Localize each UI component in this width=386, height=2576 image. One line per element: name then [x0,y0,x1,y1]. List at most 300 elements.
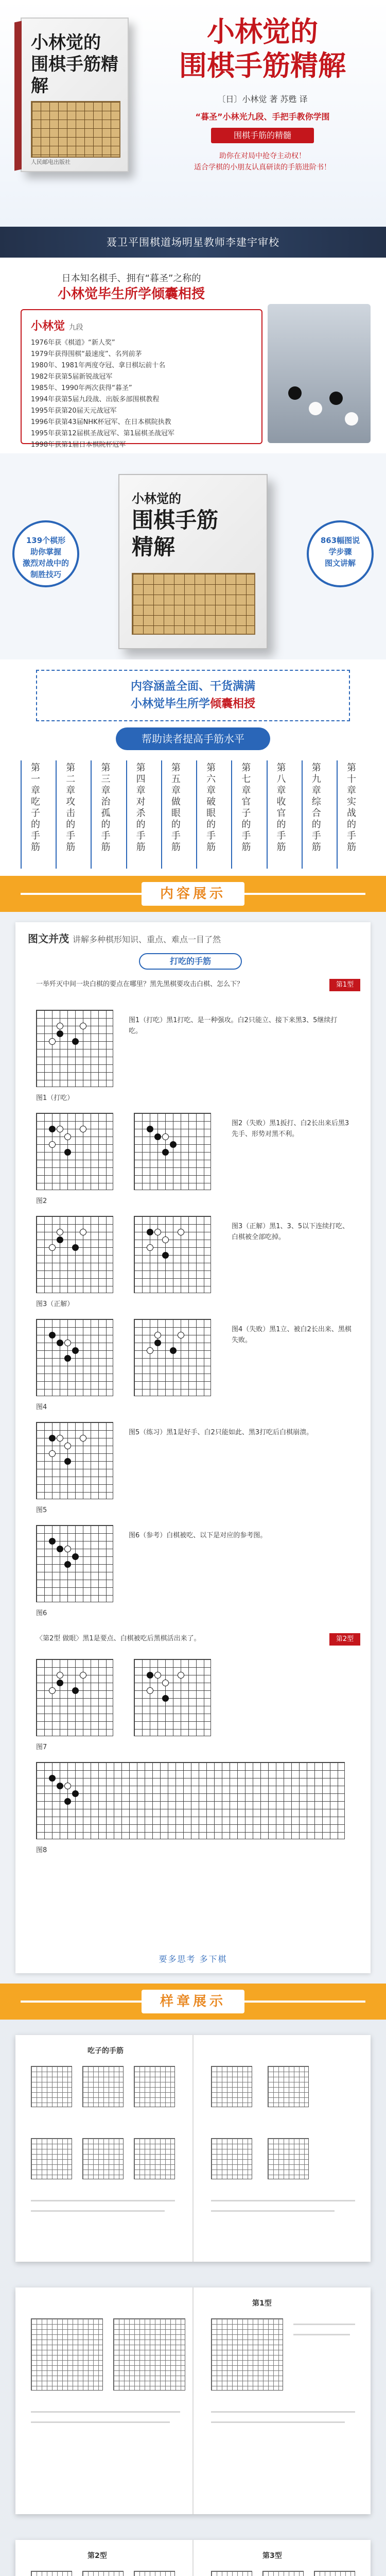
bio-line: 1985年、1990年两次获得“暮圣” [31,384,132,392]
sample-page-title: 第3型 [262,2552,282,2560]
author-bio-box [21,309,262,449]
chapter-char: 筋 [171,842,181,853]
black-stone-icon [64,1561,71,1568]
go-diagram [31,2571,72,2576]
white-stone-icon [57,1023,63,1029]
hero-title [154,14,371,82]
chapter-char: 的 [206,819,216,830]
chapter-char: 对 [136,796,146,807]
chapter-char: 一 [31,774,40,785]
black-stone-icon [49,1332,56,1338]
chapter-column [21,760,49,869]
text-line [211,2421,345,2423]
white-stone-icon [64,1340,71,1346]
chapter-column [337,760,365,869]
chapter-char: 二 [66,774,76,785]
white-stone-icon [178,1332,184,1338]
black-stone-icon [49,1126,56,1132]
author-intro-line1: 日本知名棋手、拥有“暮圣”之称的 [61,273,201,284]
chapter-char: 六 [206,774,216,785]
text-line [211,2411,355,2413]
feature-circle-right [307,520,374,587]
white-stone-icon [154,1229,161,1235]
white-stone-icon [154,1672,161,1679]
black-stone-icon [57,1783,63,1789]
black-stone-icon [49,1775,56,1782]
go-diagram [36,1422,113,1499]
white-stone-icon [80,1435,86,1442]
hero-desc-line2: 适合学棋的小朋友认真研读的手筋进阶书！ [194,163,331,172]
feature-text: 激烈对战中的 [22,558,69,568]
chapter-char: 十 [346,774,356,785]
bio-line: 1998年获第1届日本棋院杯冠军 [31,441,126,449]
go-diagram [134,2138,175,2179]
chapter-char: 眼 [206,808,216,819]
chapter-char: 第 [311,762,321,773]
black-stone-icon [72,1790,79,1797]
go-diagram [36,1659,113,1736]
page-gutter [192,2540,194,2576]
white-stone-icon [80,1229,86,1235]
author-name-text: 小林觉 [31,320,65,333]
chapter-char: 手 [66,831,76,841]
black-stone-icon [72,1244,79,1251]
intro-line2-highlight: 倾囊相授 [210,698,256,710]
chapter-column [56,760,84,869]
content-paragraph: 图2（失败）黑1扳打、白2长出来后黑3先手、形势对黑不利。 [232,1120,349,1138]
feature-text: 863幅图说 [320,536,360,545]
chapter-char: 四 [136,774,146,785]
chapter-char: 做 [171,796,181,807]
chapter-char: 综 [311,796,321,807]
section-header-title: 样章展示 [142,1990,244,2013]
chapter-char: 八 [276,774,286,785]
go-diagram [134,1659,211,1736]
chapter-char: 三 [101,774,111,785]
black-stone-icon [72,1038,79,1045]
go-diagram [36,1216,113,1293]
text-line [31,2200,175,2201]
chapter-char: 吃 [31,796,40,807]
white-stone-icon [49,1450,56,1457]
go-board-illustration [31,101,120,158]
author-intro-highlight: 小林觉毕生所学倾囊相授 [57,286,205,302]
white-stone-icon [162,1133,169,1140]
chapter-char: 章 [206,785,216,796]
chapter-char: 章 [101,785,111,796]
chapter-char: 筋 [346,842,356,853]
bio-line: 1976年获《棋道》“新人奖” [31,339,115,347]
white-stone-icon [162,1680,169,1686]
white-stone-icon [57,1126,63,1132]
black-stone-icon [72,1347,79,1354]
intro-line2 [37,696,349,713]
black-stone-icon [57,1236,63,1243]
chapter-char: 的 [311,819,321,830]
bio-line: 1995年获第20届天元战冠军 [31,407,117,415]
go-diagram [31,2066,72,2107]
chapter-char: 筋 [31,842,40,853]
bio-line: 1980年、1981年两度夺冠、拿日棋坛前十名 [31,362,166,369]
chapter-column [302,760,330,869]
black-stone-icon [72,1687,79,1694]
white-stone-icon [49,1687,56,1694]
go-diagram [314,2571,355,2576]
white-stone-icon [57,1435,63,1442]
go-diagram [134,1216,211,1293]
chapter-char: 章 [31,785,40,796]
hero-authors: 〔日〕小林觉 著 苏甦 译 [217,94,308,104]
black-stone-icon [57,1680,63,1686]
white-stone-icon [147,1687,153,1694]
chapter-char: 眼 [171,808,181,819]
chapter-char: 筋 [206,842,216,853]
chapter-columns [21,760,365,869]
go-diagram [36,1319,113,1396]
go-diagram [262,2571,304,2576]
chapter-char: 七 [241,774,251,785]
chapter-char: 第 [136,762,146,773]
chapter-char: 杀 [136,808,146,819]
white-stone-icon [64,1443,71,1449]
white-stone-icon [154,1332,161,1338]
text-line [211,2210,335,2212]
black-stone-icon [154,1133,161,1140]
chapter-char: 手 [346,831,356,841]
chapter-char: 官 [241,796,251,807]
page-gutter [192,2287,194,2514]
chapter-char: 第 [31,762,40,773]
go-diagram [211,2571,252,2576]
chapter-char: 筋 [241,842,251,853]
hero-section [0,0,386,227]
diagram-label: 图5 [36,1506,47,1514]
feature-circle-left [12,520,79,587]
black-stone-icon [64,1798,71,1805]
bio-line: 1982年获第5届新锐战冠军 [31,373,113,381]
sample-page-title: 第2型 [87,2552,107,2560]
book-spine [14,21,22,171]
go-diagram [211,2138,252,2179]
page-gutter [192,2035,194,2262]
intro-line1: 内容涵盖全面、干货满满 [130,680,255,693]
author-section [0,258,386,453]
chapter-char: 第 [206,762,216,773]
intro-line2-prefix: 小林觉毕生所学 [130,698,210,710]
hero-description [154,150,371,173]
chapter-char: 手 [276,831,286,841]
chapter-char: 第 [346,762,356,773]
go-diagram [113,2318,185,2391]
sample-page-title: 吃子的手筋 [87,2047,124,2055]
content-page [15,922,371,1973]
chapter-char: 的 [171,819,181,830]
diagram-label: 图7 [36,1743,47,1751]
chapter-char: 子 [241,808,251,819]
chapter-pill: 打吃的手筋 [139,953,242,970]
white-stone-icon [64,1783,71,1789]
black-stone-icon [170,1141,177,1148]
go-diagram [134,2066,175,2107]
white-stone-icon [309,402,322,415]
black-stone-icon [147,1229,153,1235]
content-paragraph: 图1（打吃）黑1打吃、是一种强攻。白2只能立、接下来黑3、5继续打吃。 [129,1016,338,1035]
chapter-char: 的 [241,819,251,830]
chapter-column [91,760,119,869]
sample-spread [15,2035,371,2262]
chapter-char: 手 [31,831,40,841]
chapter-char: 章 [311,785,321,796]
go-diagram [36,1113,113,1190]
diagram-label: 图3（正解） [36,1300,74,1308]
book-cover-title [31,32,118,97]
feature-text: 学步骤 [328,547,352,556]
black-stone-icon [154,1340,161,1346]
section-header-samples [0,1984,386,2020]
content-heading-bold: 图文并茂 [28,933,69,945]
go-diagram [268,2066,309,2107]
sample-page-title: 第1型 [252,2299,272,2308]
chapter-char: 手 [136,831,146,841]
go-diagram [36,1525,113,1602]
book-cover-title-line2: 围棋手筋精解 [31,54,118,96]
content-paragraph: 图5（练习）黑1是好手、白2只能如此、黑3打吃后白棋崩溃。 [129,1429,313,1436]
book-title-line: 精解 [132,534,176,560]
chapter-char: 的 [101,819,111,830]
go-diagram [82,2138,124,2179]
chapter-char: 的 [66,819,76,830]
bio-line: 1994年获第5届九段战、出版多部围棋教程 [31,396,160,403]
book-title-line: 小林觉的 [132,491,181,506]
book-cover-image [118,474,268,649]
hero-title-line2: 围棋手筋精解 [179,49,346,82]
chapter-char: 章 [346,785,356,796]
chapter-column [231,760,260,869]
black-stone-icon [72,1553,79,1560]
diagram-label: 图2 [36,1197,47,1205]
black-stone-icon [288,386,302,400]
white-stone-icon [64,1133,71,1140]
black-stone-icon [147,1126,153,1132]
chapter-char: 五 [171,774,181,785]
feature-text: 139个棋形 [26,536,66,545]
chapter-char: 章 [66,785,76,796]
content-paragraph: 图3（正解）黑1、3、5以下连续打吃、白棋被全部吃掉。 [232,1223,349,1241]
white-stone-icon [64,1546,71,1552]
white-stone-icon [57,1672,63,1679]
go-stones-photo [268,304,371,443]
chapter-char: 筋 [276,842,286,853]
chapter-char: 子 [31,808,40,819]
go-diagram [211,2066,252,2107]
chapter-column [267,760,295,869]
section-header-content [0,876,386,912]
hero-slogan: “暮圣”小林光九段、手把手教你学围 [195,112,330,122]
chapter-char: 战 [346,808,356,819]
diagram-label: 图4 [36,1403,47,1411]
diagram-label: 图6 [36,1609,47,1617]
content-paragraph: 〈第2型 做眼〉黑1是要点、白棋被吃后黑棋活出来了。 [36,1635,201,1642]
chapter-char: 实 [346,796,356,807]
author-name [31,317,252,333]
chapter-char: 第 [241,762,251,773]
text-line [293,2324,355,2325]
problem-tag: 第2型 [329,1633,360,1646]
chapter-char: 的 [276,819,286,830]
chapter-char: 手 [206,831,216,841]
white-stone-icon [345,412,358,426]
black-stone-icon [64,1149,71,1156]
diagram-label: 图1（打吃） [36,1094,74,1102]
go-diagram [82,2571,124,2576]
chapter-char: 筋 [311,842,321,853]
chapter-char: 筋 [66,842,76,853]
author-bio-list [31,337,252,451]
chapter-char: 攻 [66,796,76,807]
white-stone-icon [49,1038,56,1045]
hero-tag-badge: 围棋手筋的精髓 [211,128,314,143]
go-diagram [82,2066,124,2107]
go-diagram [36,1010,113,1087]
feature-text: 制胜技巧 [30,570,61,579]
go-diagram [31,2138,72,2179]
black-stone-icon [57,1340,63,1346]
white-stone-icon [162,1236,169,1243]
sample-pages-section [0,2020,386,2576]
black-stone-icon [64,1458,71,1465]
black-stone-icon [329,392,343,405]
black-stone-icon [162,1252,169,1259]
chapter-char: 击 [66,808,76,819]
chapter-char: 收 [276,796,286,807]
chapter-column [161,760,190,869]
text-line [211,2200,355,2201]
chapter-char: 的 [346,819,356,830]
white-stone-icon [178,1229,184,1235]
section-header-title: 内容展示 [142,882,244,906]
content-sample-section [0,912,386,1984]
intro-frame [36,670,350,721]
feature-text: 图文讲解 [324,558,356,568]
content-heading [28,930,221,945]
chapter-column [126,760,155,869]
book-cover-image [21,18,129,172]
white-stone-icon [80,1126,86,1132]
chapter-char: 九 [311,774,321,785]
text-line [31,2411,180,2413]
chapter-char: 筋 [136,842,146,853]
black-stone-icon [57,1030,63,1037]
chapter-char: 章 [241,785,251,796]
bio-line: 1979年获得围棋“最速度”、名列前茅 [31,350,142,358]
chapter-char: 第 [171,762,181,773]
chapter-char: 手 [241,831,251,841]
chapter-char: 第 [66,762,76,773]
chapter-char: 合 [311,808,321,819]
chapter-column [196,760,225,869]
content-motto: 要多思考 多下棋 [159,1954,227,1964]
content-paragraph: 图4（失败）黑1立、被白2长出来、黑棋失败。 [232,1326,352,1344]
white-stone-icon [80,1672,86,1679]
chapter-char: 手 [101,831,111,841]
intro-banner-button: 帮助读者提高手筋水平 [116,727,270,750]
white-stone-icon [80,1023,86,1029]
diagram-label: 图8 [36,1846,47,1854]
chapter-char: 官 [276,808,286,819]
book-cover-title [132,490,218,561]
chapter-char: 第 [276,762,286,773]
book-cover-title-line1: 小林觉的 [31,32,101,53]
reviewer-ribbon: 聂卫平围棋道场明星教师李建宇审校 [0,227,386,258]
chapter-char: 的 [31,819,40,830]
go-diagram [31,2318,103,2391]
go-diagram [134,1113,211,1190]
black-stone-icon [49,1435,56,1442]
go-diagram [134,2571,175,2576]
go-diagram [268,2138,309,2179]
chapter-char: 孤 [101,808,111,819]
white-stone-icon [49,1141,56,1148]
sample-spread [15,2287,371,2514]
black-stone-icon [170,1347,177,1354]
chapter-char: 的 [136,819,146,830]
chapter-char: 章 [276,785,286,796]
bio-line: 1996年获第43届NHK杯冠军、在日本棋院执教 [31,418,171,426]
go-diagram [211,2318,283,2391]
content-paragraph: 一举歼灭中间一块白棋的要点在哪里？黑先黑棋要攻击白棋、怎么下？ [36,980,244,988]
white-stone-icon [49,1244,56,1251]
white-stone-icon [147,1244,153,1251]
text-line [31,2421,170,2423]
chapter-char: 章 [171,785,181,796]
go-board-illustration [132,573,255,635]
problem-tag: 第1型 [329,979,360,991]
black-stone-icon [49,1538,56,1545]
chapter-char: 章 [136,785,146,796]
chapter-char: 手 [171,831,181,841]
chapter-char: 治 [101,796,111,807]
white-stone-icon [178,1672,184,1679]
text-line [31,2210,165,2212]
book-title-line: 围棋手筋 [132,507,219,533]
hero-desc-line1: 助你在对局中抢夺主动权！ [219,152,306,160]
chapter-char: 筋 [101,842,111,853]
black-stone-icon [162,1149,169,1156]
text-line [293,2334,350,2335]
white-stone-icon [57,1229,63,1235]
feature-text: 助你掌握 [30,547,61,556]
chapter-char: 手 [311,831,321,841]
white-stone-icon [147,1347,153,1354]
content-heading-rest: 讲解多种棋形知识、重点、难点一目了然 [72,935,221,944]
book-feature-section [0,453,386,659]
go-diagram-wide [36,1762,345,1839]
sample-spread [15,2540,371,2576]
hero-title-line1: 小林觉的 [207,15,318,48]
bio-line: 1995年获第12届棋圣战冠军、第1届棋圣战冠军 [31,430,174,437]
black-stone-icon [147,1672,153,1679]
black-stone-icon [57,1546,63,1552]
content-paragraph: 图6（参考）白棋被吃、以下是对应的参考图。 [129,1532,267,1539]
publisher-label: 人民邮电出版社 [31,159,71,165]
author-intro [21,271,242,302]
author-rank: 九段 [68,324,83,332]
chapter-char: 破 [206,796,216,807]
go-diagram [134,1319,211,1396]
black-stone-icon [64,1355,71,1362]
black-stone-icon [162,1695,169,1702]
chapter-char: 第 [101,762,111,773]
